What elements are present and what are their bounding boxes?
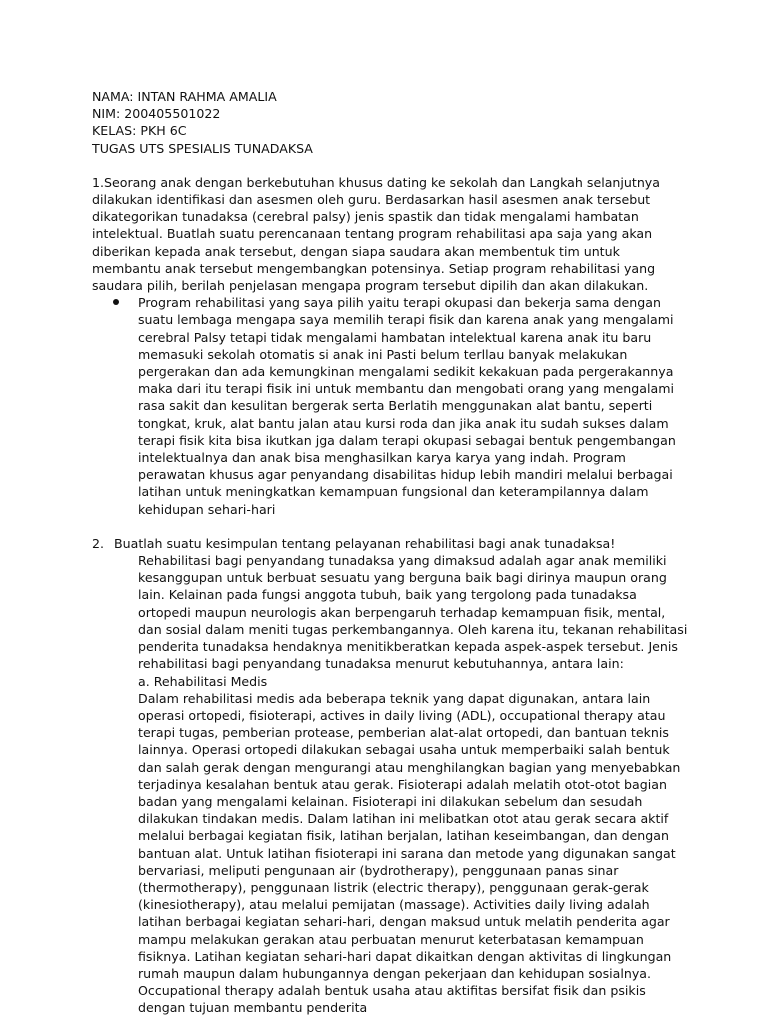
assignment-title: TUGAS UTS SPESIALIS TUNADAKSA bbox=[92, 140, 313, 156]
question-2-title: Buatlah suatu kesimpulan tentang pelayanan rehabilitasi bagi anak tunadaksa! bbox=[114, 535, 616, 551]
subsection-heading: a. Rehabilitasi Medis bbox=[138, 673, 268, 689]
answer-1-text: Program rehabilitasi yang saya pilih yaitu terapi okupasi dan bekerja sama dengan suatu lembaga mengapa saya memilih terapi fisik dan karena anak yang mengalami cerebral Palsy tetapi tidak mengalami hambatan intelektual karena anak itu baru memasuki sekolah otomatis si anak ini Pasti belum terllau banyak melakukan pergerakan dan ada kemungkinan mengalami sedikit kekakuan pada pergerakannya maka dari itu terapi fisik ini untuk membantu dan mengobati orang yang mengalami rasa sakit dan kesulitan bergerak serta Berlatih menggunakan alat bantu, seperti tongkat, kruk, alat bantu jalan atau kursi roda dan jika anak itu sudah sukses dalam terapi fisik kita bisa ikutkan jga dalam terapi okupasi sebagai bentuk pengembangan intelektualnya dan anak bisa menghasilkan karya karya yang indah. Program perawatan khusus agar penyandang disabilitas hidup lebih mandiri melalui berbagai latihan untuk meningkatkan kemampuan fungsional dan keterampilannya dalam kehidupan sehari-hari bbox=[138, 295, 676, 517]
answer-2-body: Dalam rehabilitasi medis ada beberapa teknik yang dapat digunakan, antara lain operasi ortopedi, fisioterapi, actives in daily living (ADL), occupational therapy atau terapi tugas, pemberian protease, pemberian alat-alat ortopedi, dan bantuan teknis lainnya. Operasi ortopedi dilakukan sebagai usaha untuk memperbaiki salah bentuk dan salah gerak dengan mengurangi atau menghilangkan bagian yang menyebabkan terjadinya kesalahan bentuk atau gerak. Fisioterapi adalah melatih otot-otot bagian badan yang mengalami kelainan. Fisioterapi ini dilakukan sebelum dan sesudah dilakukan tindakan medis. Dalam latihan ini melibatkan otot atau gerak secara aktif melalui berbagai kegiatan fisik, latihan berjalan, latihan keseimbangan, dan dengan bantuan alat. Untuk latihan fisioterapi ini sarana dan metode yang digunakan sangat bervariasi, meliputi pengunaan air (bydrotherapy), penggunaan panas sinar (thermotherapy), penggunaan listrik (electric therapy), penggunaan gerak-gerak (kinesiotherapy), atau melalui pemijatan (massage). Activities daily living adalah latihan berbagai kegiatan sehari-hari, dengan maksud untuk melatih penderita agar mampu melakukan gerakan atau perbuatan menurut keterbatasan kemampuan fisiknya. Latihan kegiatan sehari-hari dapat dikaitkan dengan aktivitas di lingkungan rumah maupun dalam hubungannya dengan pekerjaan dan kehidupan sosialnya. Occupational therapy adalah bentuk usaha atau aktifitas bersifat fisik dan psikis dengan tujuan membantu penderita bbox=[138, 690, 681, 1016]
spacer bbox=[92, 157, 688, 174]
question-2 bbox=[92, 535, 688, 1017]
answer-1-list bbox=[92, 294, 688, 518]
student-name: NAMA: INTAN RAHMA AMALIA bbox=[92, 89, 277, 104]
question-2-heading bbox=[92, 535, 688, 552]
answer-2-intro: Rehabilitasi bagi penyandang tunadaksa yang dimaksud adalah agar anak memiliki kesanggupan untuk berbuat sesuatu yang berguna baik bagi dirinya maupun orang lain. Kelainan pada fungsi anggota tubuh, baik yang tergolong pada tunadaksa ortopedi maupun neurologis akan berpengaruh terhadap kemampuan fisik, mental, dan sosial dalam meniti tugas perkembangannya. Oleh karena itu, tekanan rehabilitasi penderita tunadaksa hendaknya menitikberatkan kepada aspek-aspek tersebut. Jenis rehabilitasi bagi penyandang tunadaksa menurut kebutuhannya, antara lain: bbox=[138, 553, 688, 672]
question-1: 1.Seorang anak dengan berkebutuhan khusus dating ke sekolah dan Langkah selanjutnya dilakukan identifikasi dan asesmen oleh guru. Berdasarkan hasil asesmen anak tersebut dikategorikan tunadaksa (cerebral palsy) jenis spastik dan tidak mengalami hambatan intelektual. Buatlah suatu perencanaan tentang program rehabilitasi apa saja yang akan diberikan kepada anak tersebut, dengan siapa saudara akan membentuk tim untuk membantu anak tersebut mengembangkan potensinya. Setiap program rehabilitasi yang saudara pilih, berilah penjelasan mengapa program tersebut dipilih dan akan dilakukan. bbox=[92, 174, 660, 294]
question-2-number: 2. bbox=[92, 535, 105, 551]
list-item bbox=[92, 294, 688, 518]
student-nim: NIM: 200405501022 bbox=[92, 106, 221, 122]
bullet-icon bbox=[113, 299, 119, 305]
spacer bbox=[92, 518, 688, 535]
answer-2 bbox=[92, 552, 688, 1016]
student-class: KELAS: PKH 6C bbox=[92, 123, 187, 139]
